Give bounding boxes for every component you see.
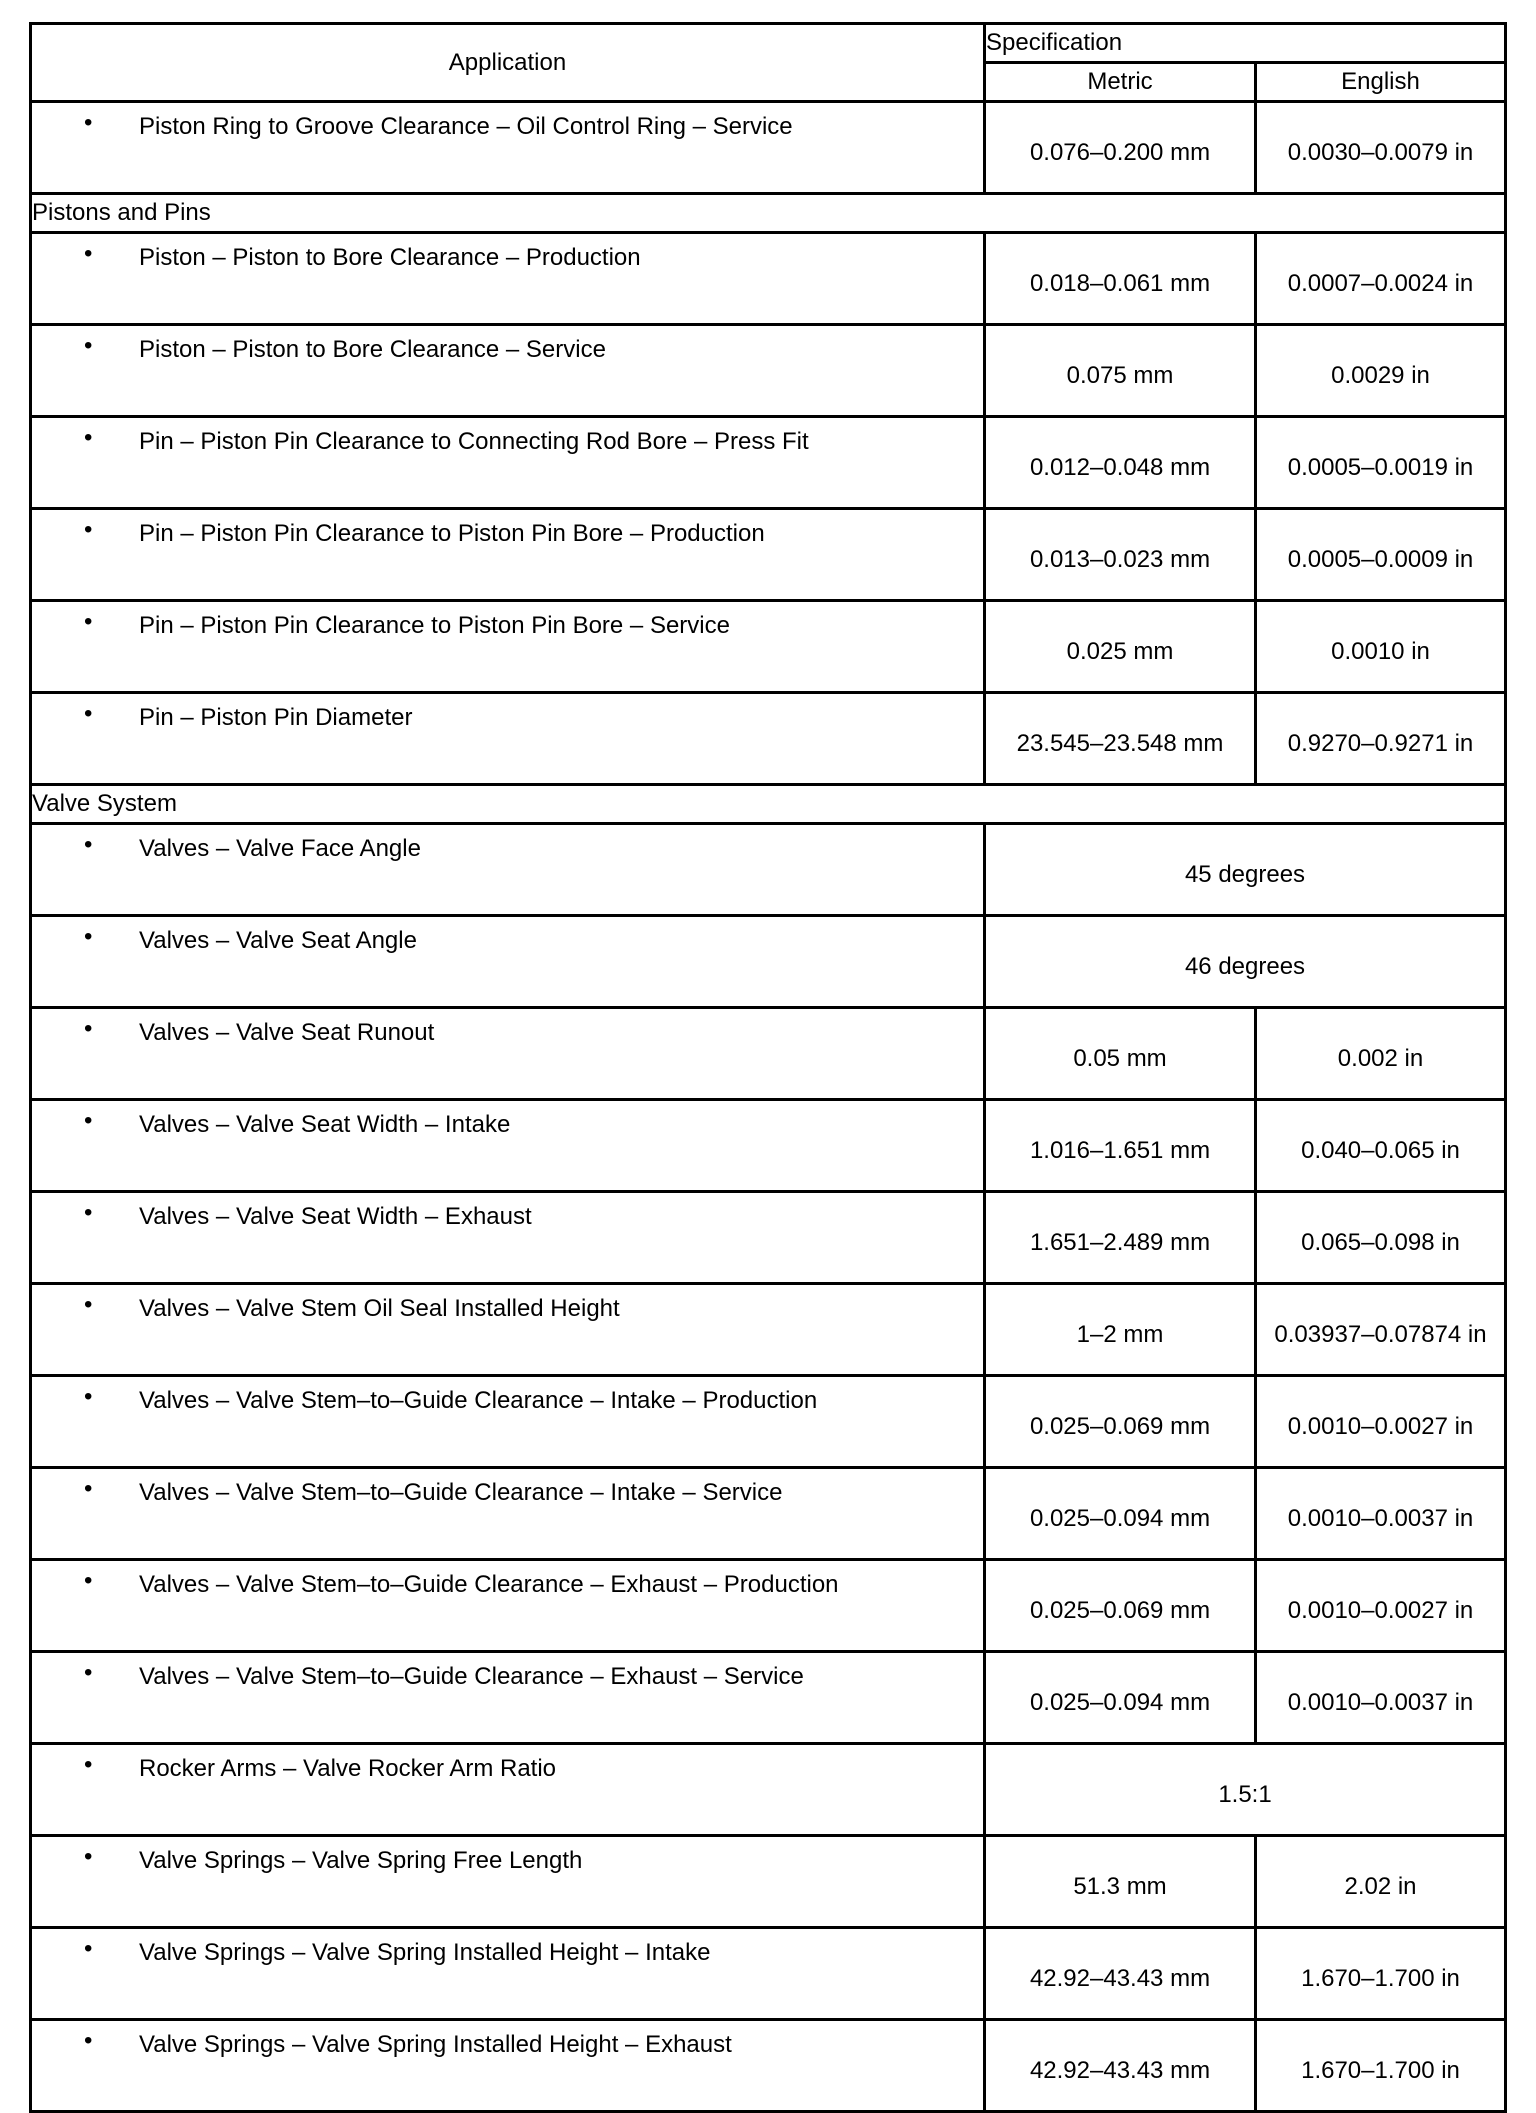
application-text: Pin – Piston Pin Clearance to Piston Pin Bore – Service — [139, 612, 730, 639]
english-value-cell: 0.9270–0.9271 in — [1256, 693, 1506, 785]
bullet-icon: • — [84, 1935, 93, 1962]
english-value-cell: 0.0030–0.0079 in — [1256, 102, 1506, 194]
application-cell — [31, 1468, 985, 1560]
table-row — [31, 1560, 1506, 1652]
application-text: Valves – Valve Seat Runout — [139, 1019, 435, 1046]
section-row — [31, 785, 1506, 824]
application-cell — [31, 2020, 985, 2112]
application-cell — [31, 1376, 985, 1468]
metric-value-cell: 23.545–23.548 mm — [985, 693, 1256, 785]
metric-value-cell: 1–2 mm — [985, 1284, 1256, 1376]
application-text: Valve Springs – Valve Spring Installed Height – Intake — [139, 1939, 711, 1966]
table-row — [31, 102, 1506, 194]
application-text: Valves – Valve Stem–to–Guide Clearance – Intake – Production — [139, 1387, 818, 1414]
table-row — [31, 916, 1506, 1008]
application-text: Piston – Piston to Bore Clearance – Production — [139, 244, 641, 271]
table-row — [31, 1008, 1506, 1100]
table-row — [31, 1468, 1506, 1560]
metric-value-cell: 0.025 mm — [985, 601, 1256, 693]
application-text: Piston – Piston to Bore Clearance – Service — [139, 336, 606, 363]
metric-value-cell: 0.076–0.200 mm — [985, 102, 1256, 194]
metric-value-cell: 1.016–1.651 mm — [985, 1100, 1256, 1192]
application-text: Valves – Valve Seat Angle — [139, 927, 417, 954]
english-value-cell: 0.0010–0.0037 in — [1256, 1468, 1506, 1560]
bullet-icon: • — [84, 332, 93, 359]
bullet-icon: • — [84, 831, 93, 858]
metric-value-cell: 0.013–0.023 mm — [985, 509, 1256, 601]
english-value-cell: 1.670–1.700 in — [1256, 1928, 1506, 2020]
application-text: Pin – Piston Pin Diameter — [139, 704, 413, 731]
table-body — [31, 102, 1506, 2112]
table-row — [31, 2020, 1506, 2112]
application-cell — [31, 1560, 985, 1652]
section-row — [31, 194, 1506, 233]
english-header: English — [1256, 63, 1506, 102]
table-row — [31, 325, 1506, 417]
application-cell — [31, 1744, 985, 1836]
english-value-cell: 0.065–0.098 in — [1256, 1192, 1506, 1284]
bullet-icon: • — [84, 516, 93, 543]
table-row — [31, 1652, 1506, 1744]
english-value-cell: 0.0010 in — [1256, 601, 1506, 693]
application-cell — [31, 233, 985, 325]
table-row — [31, 1744, 1506, 1836]
table-row — [31, 601, 1506, 693]
application-cell — [31, 1652, 985, 1744]
application-cell — [31, 1284, 985, 1376]
section-title: Valve System — [31, 785, 1506, 824]
metric-value-cell: 51.3 mm — [985, 1836, 1256, 1928]
bullet-icon: • — [84, 1751, 93, 1778]
application-text: Pin – Piston Pin Clearance to Piston Pin Bore – Production — [139, 520, 765, 547]
bullet-icon: • — [84, 240, 93, 267]
bullet-icon: • — [84, 1475, 93, 1502]
metric-value-cell: 0.075 mm — [985, 325, 1256, 417]
metric-value-cell: 0.018–0.061 mm — [985, 233, 1256, 325]
bullet-icon: • — [84, 1659, 93, 1686]
english-value-cell: 2.02 in — [1256, 1836, 1506, 1928]
metric-value-cell: 0.012–0.048 mm — [985, 417, 1256, 509]
specification-header: Specification — [985, 24, 1506, 63]
application-text: Piston Ring to Groove Clearance – Oil Control Ring – Service — [139, 113, 793, 140]
table-row — [31, 233, 1506, 325]
bullet-icon: • — [84, 608, 93, 635]
application-text: Valves – Valve Seat Width – Exhaust — [139, 1203, 532, 1230]
application-cell — [31, 417, 985, 509]
metric-value-cell: 0.025–0.069 mm — [985, 1376, 1256, 1468]
table-row — [31, 1836, 1506, 1928]
table-row — [31, 417, 1506, 509]
application-cell — [31, 325, 985, 417]
table-row — [31, 509, 1506, 601]
english-value-cell: 1.670–1.700 in — [1256, 2020, 1506, 2112]
metric-value-cell: 0.05 mm — [985, 1008, 1256, 1100]
english-value-cell: 0.0029 in — [1256, 325, 1506, 417]
bullet-icon: • — [84, 1843, 93, 1870]
application-cell — [31, 1100, 985, 1192]
table-row — [31, 1376, 1506, 1468]
combined-value-cell: 45 degrees — [985, 824, 1506, 916]
application-cell — [31, 824, 985, 916]
bullet-icon: • — [84, 1567, 93, 1594]
combined-value-cell: 46 degrees — [985, 916, 1506, 1008]
bullet-icon: • — [84, 1383, 93, 1410]
table-row — [31, 1928, 1506, 2020]
bullet-icon: • — [84, 1107, 93, 1134]
bullet-icon: • — [84, 1015, 93, 1042]
application-text: Valves – Valve Stem–to–Guide Clearance – Intake – Service — [139, 1479, 783, 1506]
application-text: Rocker Arms – Valve Rocker Arm Ratio — [139, 1755, 557, 1782]
metric-value-cell: 42.92–43.43 mm — [985, 2020, 1256, 2112]
application-cell — [31, 1192, 985, 1284]
english-value-cell: 0.03937–0.07874 in — [1256, 1284, 1506, 1376]
metric-value-cell: 0.025–0.094 mm — [985, 1468, 1256, 1560]
bullet-icon: • — [84, 923, 93, 950]
metric-header: Metric — [985, 63, 1256, 102]
table-header — [31, 24, 1506, 102]
application-text: Pin – Piston Pin Clearance to Connecting Rod Bore – Press Fit — [139, 428, 809, 455]
english-value-cell: 0.0010–0.0037 in — [1256, 1652, 1506, 1744]
application-text: Valves – Valve Face Angle — [139, 835, 421, 862]
table-row — [31, 1192, 1506, 1284]
metric-value-cell: 1.651–2.489 mm — [985, 1192, 1256, 1284]
application-cell — [31, 509, 985, 601]
combined-value-cell: 1.5:1 — [985, 1744, 1506, 1836]
application-cell — [31, 102, 985, 194]
english-value-cell: 0.002 in — [1256, 1008, 1506, 1100]
application-text: Valves – Valve Stem Oil Seal Installed Height — [139, 1295, 620, 1322]
bullet-icon: • — [84, 1291, 93, 1318]
bullet-icon: • — [84, 424, 93, 451]
english-value-cell: 0.0005–0.0009 in — [1256, 509, 1506, 601]
bullet-icon: • — [84, 2027, 93, 2054]
table-row — [31, 824, 1506, 916]
application-cell — [31, 1008, 985, 1100]
bullet-icon: • — [84, 700, 93, 727]
english-value-cell: 0.0010–0.0027 in — [1256, 1560, 1506, 1652]
metric-value-cell: 42.92–43.43 mm — [985, 1928, 1256, 2020]
application-text: Valves – Valve Stem–to–Guide Clearance – Exhaust – Production — [139, 1571, 839, 1598]
table-row — [31, 1100, 1506, 1192]
table-row — [31, 1284, 1506, 1376]
specification-table — [29, 22, 1507, 2113]
application-text: Valves – Valve Seat Width – Intake — [139, 1111, 511, 1138]
metric-value-cell: 0.025–0.069 mm — [985, 1560, 1256, 1652]
application-header: Application — [31, 24, 985, 102]
section-title: Pistons and Pins — [31, 194, 1506, 233]
english-value-cell: 0.0010–0.0027 in — [1256, 1376, 1506, 1468]
application-cell — [31, 1928, 985, 2020]
bullet-icon: • — [84, 1199, 93, 1226]
english-value-cell: 0.040–0.065 in — [1256, 1100, 1506, 1192]
bullet-icon: • — [84, 109, 93, 136]
application-text: Valve Springs – Valve Spring Free Length — [139, 1847, 583, 1874]
application-text: Valve Springs – Valve Spring Installed Height – Exhaust — [139, 2031, 732, 2058]
metric-value-cell: 0.025–0.094 mm — [985, 1652, 1256, 1744]
application-cell — [31, 916, 985, 1008]
english-value-cell: 0.0005–0.0019 in — [1256, 417, 1506, 509]
application-text: Valves – Valve Stem–to–Guide Clearance – Exhaust – Service — [139, 1663, 804, 1690]
application-cell — [31, 693, 985, 785]
table-row — [31, 693, 1506, 785]
application-cell — [31, 1836, 985, 1928]
application-cell — [31, 601, 985, 693]
english-value-cell: 0.0007–0.0024 in — [1256, 233, 1506, 325]
